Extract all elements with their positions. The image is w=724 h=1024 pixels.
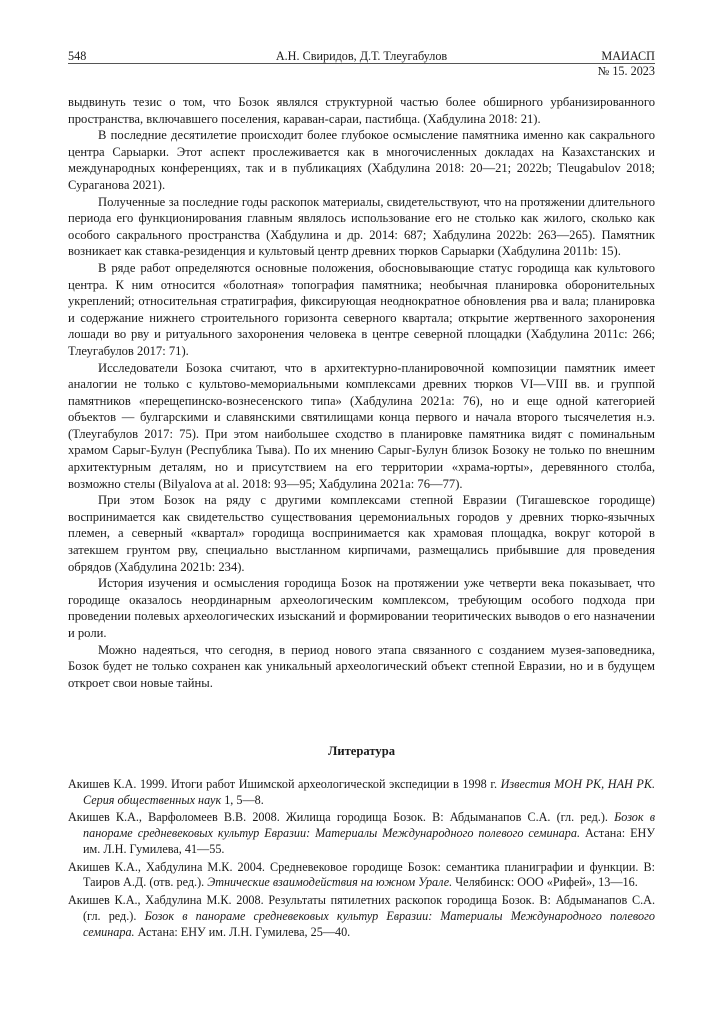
paragraph: В ряде работ определяются основные положения, обосновывающие статус городища как культового центра. К ним относится «болотная» топография памятника; необычная планировка оборонительных укреплений; относительная стратиграфия, фиксирующая неоднократное обновления рва и вала; планировка и содержание нижнего строительного горизонта северного квартала; открытие жертвенного захоронения лошади во рву и ритуального захоронения человека в центре северной площадки (Хабдулина 2011c: 266; Тлеугабулов 2017: 71). [68,260,655,358]
paragraph: При этом Бозок на ряду с другими комплексами степной Евразии (Тигашевское городище) воспринимается как свидетельство существования церемониальных городов у древних тюрко-язычных племен, а северный «квартал» городища воспринимается как храмовая площадка, вокруг которой в затекшем грунтом рву, специально выстланном кирпичами, размещались прибывшие для проведения обрядов (Хабдулина 2021b: 234). [68,493,655,574]
reference-tail: Астана: ЕНУ им. Л.Н. Гумилева, 41—55. [83,826,655,857]
running-header [68,49,655,64]
reference-source: Бозок в панораме средневековых культур Евразии: Материалы Международного полевого семинара. [83,908,655,939]
reference-text: Акишев К.А. 1999. Итоги работ Ишимской археологической экспедиции в 1998 г. [68,777,501,791]
reference-list [68,777,655,942]
journal-issue: № 15. 2023 [597,64,655,78]
reference-source: Этнические взаимодействия на южном Урале. [207,875,453,890]
reference-item [68,810,655,858]
paragraph-continued: выдвинуть тезис о том, что Бозок являлся структурной частью более обширного урбанизированного пространства, включавшего поселения, караван-сараи, пастибща. (Хабдулина 2018: 21). [68,95,655,126]
reference-item [68,893,655,941]
paragraph: В последние десятилетие происходит более глубокое осмысление памятника именно как сакрального центра Сарыарки. Этот аспект прослеживается как в многочисленных докладах на Казахстанских и международных конференциях, так и в публикациях (Хабдулина 2018: 20—21; 2022b; Tleugabulov 2018; Сураганова 2021). [68,128,655,192]
reference-source: Бозок в панораме средневековых культур Евразии: Материалы Международного полевого семинара. [83,810,655,841]
reference-item [68,777,655,809]
reference-item [68,860,655,892]
reference-text: Акишев К.А., Хабдулина М.К. 2008. Результаты пятилетних раскопок городища Бозок. В: Абдыманапов С.А. (гл. ред.). [68,892,655,923]
article-body [68,94,655,691]
reference-source: Известия МОН РК, НАН РК. Серия общественных наук [83,777,655,807]
literature-heading: Литература [327,744,395,758]
paragraph: История изучения и осмысления городища Бозок на протяжении уже четверти века показывает, что городище оказалось неординарным археологическим комплексом, требующим особого подхода при проведении полевых археологических изысканий и формировании теоритических выводов о его назначении и роли. [68,576,655,640]
running-header-authors: А.Н. Свиридов, Д.Т. Тлеугабулов [275,49,448,63]
paragraph: Можно надеяться, что сегодня, в период нового этапа связанного с созданием музея-заповедника, Бозок будет не только сохранен как уникальный археологический объект степной Евразии, но и в будущем откроет свои новые тайны. [68,642,655,690]
reference-text: Акишев К.А., Хабдулина М.К. 2004. Средневековое городище Бозок: семантика планиграфии и функции. В: Таиров А.Д. (отв. ред.). [68,859,655,890]
paragraph: Полученные за последние годы раскопок материалы, свидетельствуют, что на протяжении длительного периода его функционирования главным являлось использование его не столько как жилого, сколько как особого сакрального пространства (Хабдулина и др. 2014: 687; Хабдулина 2022b: 263—265). Памятник возникает как ставка-резиденция и культовый центр древних тюрков Сарыарки (Хабдулина 2011b: 15). [68,194,655,259]
page-number: 548 [68,49,87,63]
journal-name: МАИАСП [601,49,655,63]
reference-tail: 1, 5—8. [221,792,264,807]
reference-tail: Челябинск: ООО «Рифей», 13—16. [452,875,638,890]
paragraph: Исследователи Бозока считают, что в архитектурно-планировочной композиции памятник имеет аналогии не только с культово-мемориальными комплексами древних тюрков VI—VIII вв. и группой памятников «перещепинско-вознесенского типа» (Хабдулина 2021a: 76), но и еще одной категорией объектов — булгарскими и славянскими святилищами конца первого и начала второго тысячелетия н.э. (Тлеугабулов 2017: 75). При этом наибольшее сходство в планировке памятника видят с поминальным храмом Сарыг-Булун (Республика Тыва). По их мнению Сарыг-Булун близок Бозоку не только по внешним архитектурным деталям, но и присутствием на его территории «храма-юрты», деревянного столба, возможно стелы (Bilyalova at al. 2018: 93—95; Хабдулина 2021a: 76—77). [68,360,655,491]
reference-text: Акишев К.А., Варфоломеев В.В. 2008. Жилища городища Бозок. В: Абдыманапов С.А. (гл. ред.). [68,810,615,825]
reference-tail: Астана: ЕНУ им. Л.Н. Гумилева, 25—40. [134,924,351,939]
